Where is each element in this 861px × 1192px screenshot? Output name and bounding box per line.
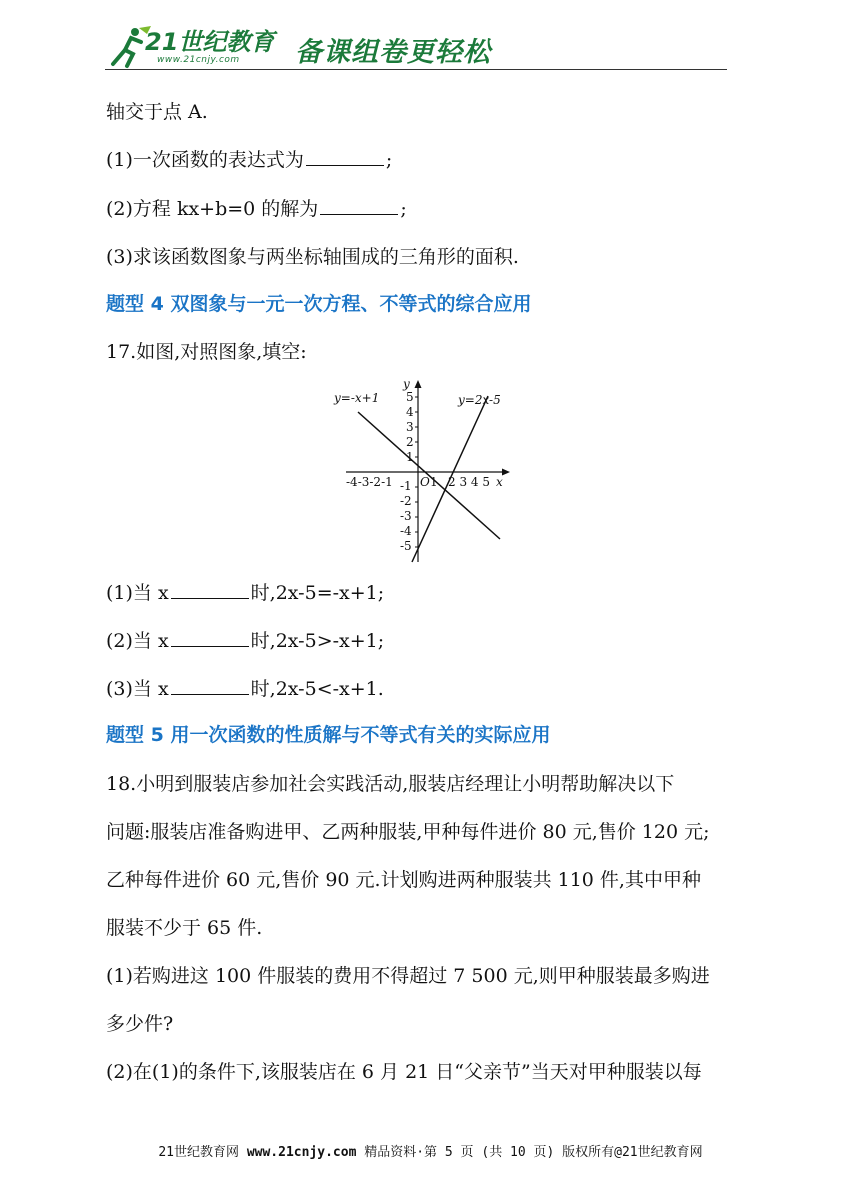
footer-url[interactable]: www.21cnjy.com <box>246 1145 357 1160</box>
question-16-part-3: (3)求该函数图象与两坐标轴围成的三角形的面积. <box>106 246 519 268</box>
y-tick-neg2: -2 <box>400 494 412 508</box>
text: 时,2x-5>-x+1; <box>250 630 385 652</box>
answer-blank <box>306 148 384 166</box>
question-18-part-2: (2)在(1)的条件下,该服装店在 6 月 21 日“父亲节”当天对甲种服装以每 <box>106 1061 702 1083</box>
footer-site-name: 21世纪教育网 <box>158 1145 247 1160</box>
question-18-part-1: (1)若购进这 100 件服装的费用不得超过 7 500 元,则甲种服装最多购进 <box>106 965 710 987</box>
header-divider <box>105 69 727 70</box>
header-slogan: 备课组卷更轻松 <box>295 37 491 68</box>
text: ; <box>385 149 393 171</box>
question-18-part-1-cont: 多少件? <box>106 1013 174 1035</box>
x-ticks-negative: -4-3-2-1 <box>346 475 393 489</box>
question-18-line-3: 乙种每件进价 60 元,售价 90 元.计划购进两种服装共 110 件,其中甲种 <box>106 869 701 891</box>
y-tick-2: 2 <box>406 435 414 449</box>
text: (3)当 x <box>106 678 169 700</box>
x-axis-arrow-icon <box>502 469 510 476</box>
text: (1)一次函数的表达式为 <box>106 149 304 171</box>
answer-blank <box>320 197 398 215</box>
text-line: 轴交于点 A. <box>106 101 208 123</box>
brand-site: www.21cnjy.com <box>157 55 240 65</box>
page-header <box>105 20 727 72</box>
text: 时,2x-5=-x+1; <box>250 582 385 604</box>
x-axis-label: x <box>496 475 503 489</box>
text: (2)方程 kx+b=0 的解为 <box>106 198 319 220</box>
question-16-part-1 <box>106 148 392 172</box>
y-tick-neg5: -5 <box>400 539 412 553</box>
text: 时,2x-5<-x+1. <box>250 678 384 700</box>
x-tick-1: 1 <box>430 475 438 489</box>
question-18-line-2: 问题:服装店准备购进甲、乙两种服装,甲种每件进价 80 元,售价 120 元; <box>106 821 710 843</box>
answer-blank <box>171 629 249 647</box>
x-ticks-positive: 2 3 4 5 <box>448 475 490 489</box>
y-tick-3: 3 <box>406 420 414 434</box>
question-17-part-2 <box>106 629 384 653</box>
y-axis-arrow-icon <box>415 380 422 388</box>
y-tick-4: 4 <box>406 405 414 419</box>
answer-blank <box>171 581 249 599</box>
question-17-part-1 <box>106 581 384 605</box>
y-axis-label: y <box>403 377 410 391</box>
label-y-neg-x-plus-1: y=-x+1 <box>334 391 380 405</box>
question-18-line-1: 18.小明到服装店参加社会实践活动,服装店经理让小明帮助解决以下 <box>106 773 675 795</box>
origin-label: O <box>420 475 430 489</box>
question-18-line-4: 服装不少于 65 件. <box>106 917 263 939</box>
question-17: 17.如图,对照图象,填空: <box>106 341 307 363</box>
brand-name: 21世纪教育 <box>145 28 275 56</box>
y-tick-1: 1 <box>406 450 414 464</box>
text: (1)当 x <box>106 582 169 604</box>
text: (2)当 x <box>106 630 169 652</box>
page-footer <box>0 1141 861 1160</box>
section-heading-5: 题型 5 用一次函数的性质解与不等式有关的实际应用 <box>106 724 551 746</box>
footer-page-info: 精品资料·第 5 页 (共 10 页) 版权所有@21世纪教育网 <box>356 1145 703 1160</box>
text: ; <box>400 198 407 220</box>
y-tick-5: 5 <box>406 390 414 404</box>
section-heading-4: 题型 4 双图象与一元一次方程、不等式的综合应用 <box>106 293 532 315</box>
function-graph <box>330 376 516 564</box>
answer-blank <box>171 677 249 695</box>
label-y-2x-minus-5: y=2x-5 <box>458 393 501 407</box>
question-16-part-2 <box>106 197 407 221</box>
y-tick-neg4: -4 <box>400 524 412 538</box>
y-tick-neg1: -1 <box>400 479 412 493</box>
question-17-part-3 <box>106 677 384 701</box>
y-tick-neg3: -3 <box>400 509 412 523</box>
